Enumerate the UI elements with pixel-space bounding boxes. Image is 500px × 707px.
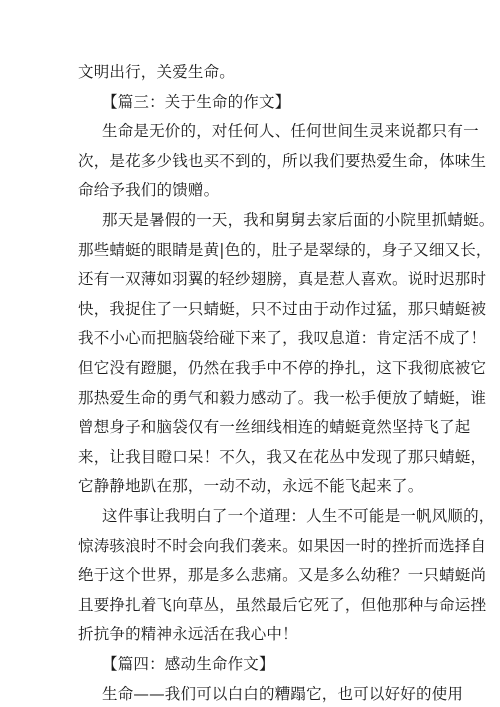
section-heading: 【篇四：感动生命作文】	[102, 655, 275, 673]
paragraph-line: 那天是暑假的一天，我和舅舅去家后面的小院里抓蜻蜓。	[102, 211, 495, 229]
paragraph-line: 折抗争的精神永远活在我心中！	[78, 625, 298, 644]
paragraph-line: 且要挣扎着飞向草丛，虽然最后它死了，但他那种与命运挫	[78, 595, 487, 614]
paragraph-line: 快，我捉住了一只蜻蜓，只不过由于动作过猛，那只蜻蜓被	[78, 299, 487, 318]
paragraph-line: 惊涛骇浪时不时会向我们袭来。如果因一时的挫折而选择自	[78, 536, 487, 555]
paragraph-line: 它静静地趴在那，一动不动，永远不能飞起来了。	[78, 477, 424, 496]
paragraph-line: 但它没有蹬腿，仍然在我手中不停的挣扎，这下我彻底被它	[78, 359, 487, 377]
paragraph-line: 命给予我们的馈赠。	[78, 181, 220, 200]
paragraph-line: 这件事让我明白了一个道理：人生不可能是一帆风顺的，	[102, 507, 495, 525]
paragraph-line: 次，是花多少钱也买不到的，所以我们要热爱生命，体味生	[78, 151, 487, 170]
paragraph-line: 生命——我们可以白白的糟蹋它，也可以好好的使用	[102, 684, 464, 703]
paragraph-line: 我不小心而把脑袋给碰下来了，我叹息道：肯定活不成了！	[78, 329, 487, 348]
section-heading: 【篇三：关于生命的作文】	[102, 92, 291, 111]
paragraph-line: 绝于这个世界，那是多么悲痛。又是多么幼稚？一只蜻蜓尚	[78, 566, 487, 585]
paragraph-line: 来，让我目瞪口呆！不久，我又在花丛中发现了那只蜻蜓，	[78, 447, 487, 466]
paragraph-line: 生命是无价的，对任何人、任何世间生灵来说都只有一	[102, 122, 479, 141]
paragraph-line: 还有一双薄如羽翼的轻纱翅膀，真是惹人喜欢。说时迟那时	[78, 270, 487, 289]
paragraph-line: 那些蜻蜓的眼睛是黄|色的，肚子是翠绿的，身子又细又长，	[78, 240, 492, 259]
paragraph-line: 曾想身子和脑袋仅有一丝细线相连的蜻蜓竟然坚持飞了起	[78, 418, 471, 437]
paragraph-line: 那热爱生命的勇气和毅力感动了。我一松手便放了蜻蜓，谁	[78, 388, 487, 407]
paragraph-line: 文明出行，关爱生命。	[78, 63, 236, 81]
